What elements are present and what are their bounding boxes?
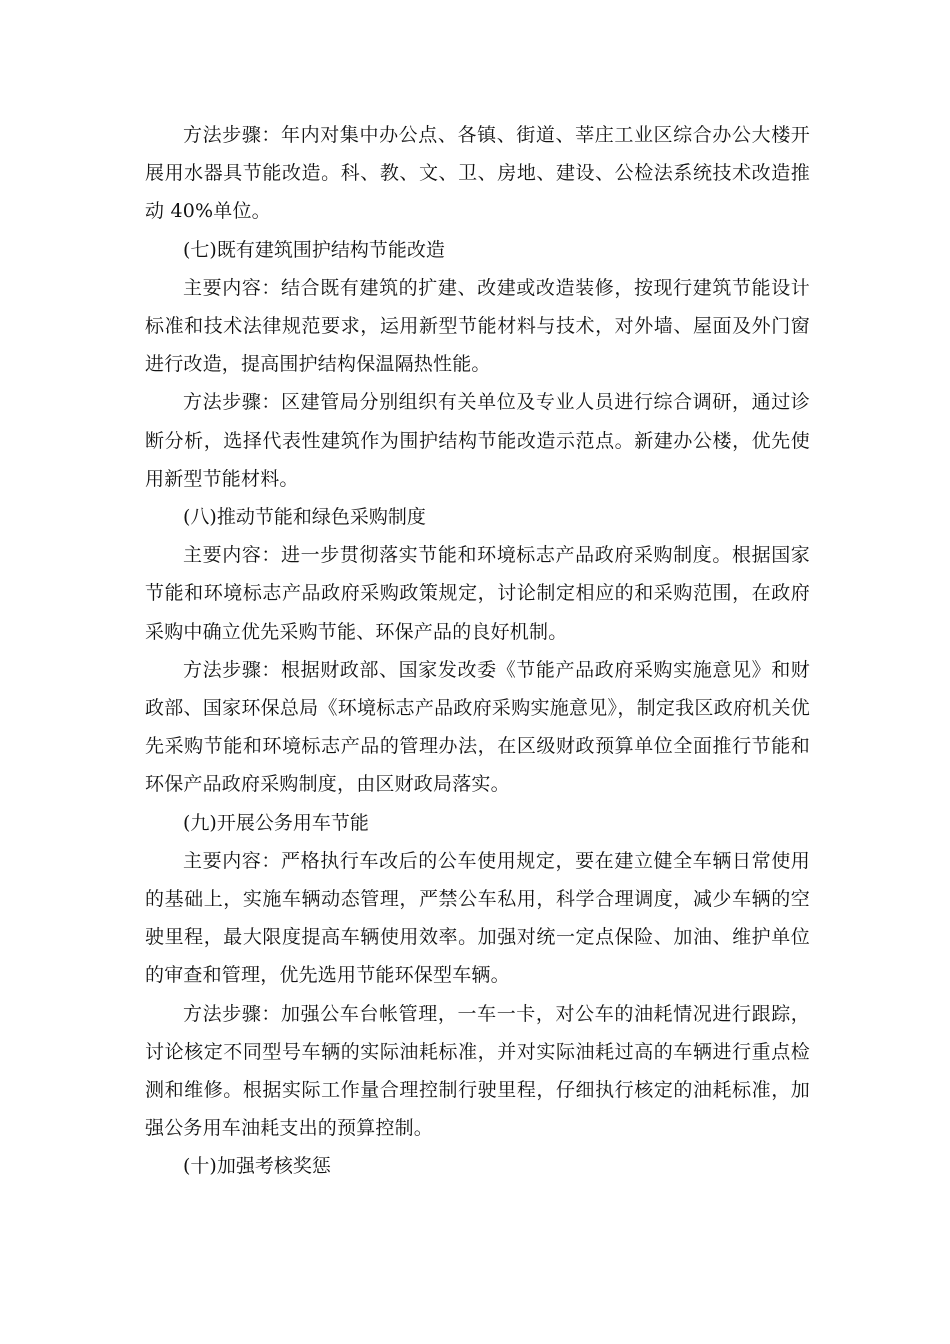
section-heading-8: (八)推动节能和绿色采购制度 <box>183 506 426 529</box>
paragraph-vehicle-steps: 方法步骤：加强公车台帐管理，一车一卡，对公车的油耗情况进行跟踪，讨论核定不同型号车辆的实际油耗标准，并对实际油耗过高的车辆进行重点检测和维修。根据实际工作量合理控制行驶里程，仔细执行核定的油耗标准，加强公务用车油耗支出的预算控制。 <box>145 1002 810 1140</box>
paragraph-envelope-content: 主要内容：结合既有建筑的扩建、改建或改造装修，按现行建筑节能设计标准和技术法律规范要求，运用新型节能材料与技术，对外墙、屋面及外门窗进行改造，提高围护结构保温隔热性能。 <box>145 276 810 376</box>
section-heading-9: (九)开展公务用车节能 <box>183 811 369 834</box>
section-heading-10: (十)加强考核奖惩 <box>183 1155 331 1178</box>
section-heading-7: (七)既有建筑围护结构节能改造 <box>183 238 445 261</box>
paragraph-procurement-steps: 方法步骤：根据财政部、国家发改委《节能产品政府采购实施意见》和财政部、国家环保总局《环境标志产品政府采购实施意见》，制定我区政府机关优先采购节能和环境标志产品的管理办法，在区级财政预算单位全面推行节能和环保产品政府采购制度，由区财政局落实。 <box>145 658 810 796</box>
paragraph-vehicle-content: 主要内容：严格执行车改后的公车使用规定，要在建立健全车辆日常使用的基础上，实施车辆动态管理，严禁公车私用，科学合理调度，减少车辆的空驶里程，最大限度提高车辆使用效率。加强对统一定点保险、加油、维护单位的审查和管理，优先选用节能环保型车辆。 <box>145 849 810 987</box>
paragraph-water-fixtures-steps: 方法步骤：年内对集中办公点、各镇、街道、莘庄工业区综合办公大楼开展用水器具节能改造。科、教、文、卫、房地、建设、公检法系统技术改造推动 40%单位。 <box>145 124 810 223</box>
paragraph-envelope-steps: 方法步骤：区建管局分别组织有关单位及专业人员进行综合调研，通过诊断分析，选择代表性建筑作为围护结构节能改造示范点。新建办公楼，优先使用新型节能材料。 <box>145 391 810 490</box>
paragraph-procurement-content: 主要内容：进一步贯彻落实节能和环境标志产品政府采购制度。根据国家节能和环境标志产品政府采购政策规定，讨论制定相应的和采购范围，在政府采购中确立优先采购节能、环保产品的良好机制。 <box>145 544 810 643</box>
document-body <box>145 116 810 1186</box>
